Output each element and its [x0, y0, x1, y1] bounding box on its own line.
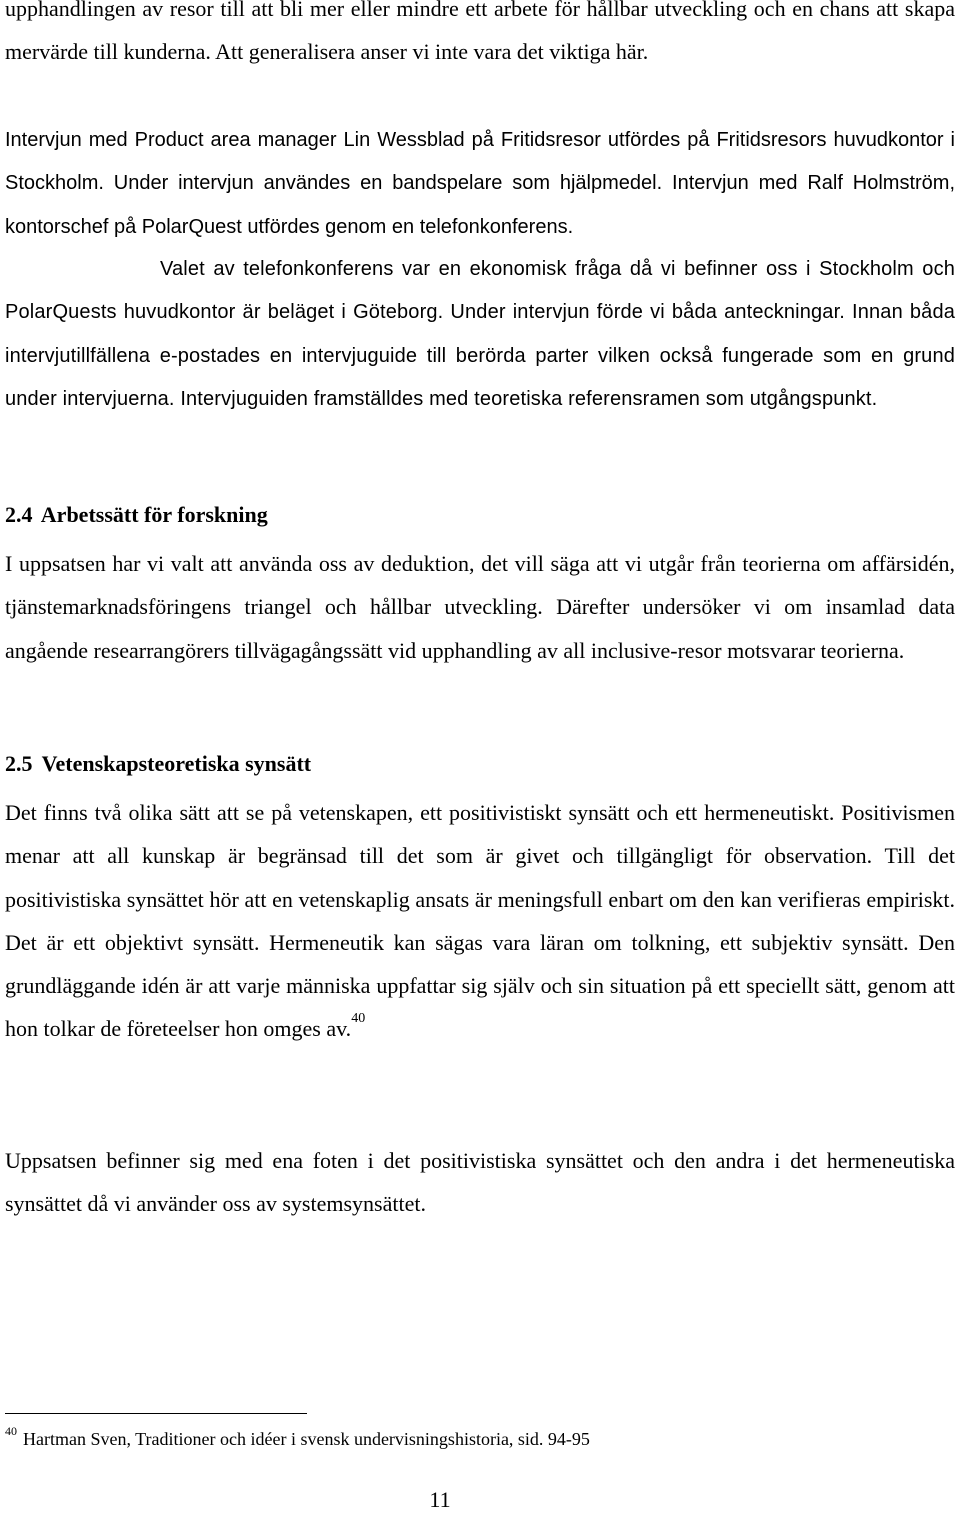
interview-paragraph-2: Valet av telefonkonferens var en ekonomisk fråga då vi befinner oss i Stockholm och PolarQuests huvudkontor är beläget i Göteborg. Under intervjun förde vi båda anteckningar. Innan båda intervjutillfällena e-postades en intervjuguide till berörda parter vilken också fungerade som en grund under intervjuerna. Intervjuguiden framställdes med teoretiska referensramen som utgångspunkt. — [5, 258, 955, 410]
section-2-4-body: I uppsatsen har vi valt att använda oss av deduktion, det vill säga att vi utgår från teorierna om affärsidén, tjänstemarknadsföringens triangel och hållbar utveckling. Därefter undersöker vi om insamlad data angående researrangörers tillvägagångssätt vid upphandling av all inclusive-resor motsvarar teorierna. — [5, 551, 955, 663]
footnote-text: Hartman Sven, Traditioner och idéer i svensk undervisningshistoria, sid. 94-95 — [23, 1429, 590, 1449]
footnote-separator — [5, 1413, 307, 1414]
section-title: Arbetssätt för forskning — [40, 502, 268, 527]
footnote-reference: 40 — [351, 1011, 366, 1027]
section-2-5-body-2: Uppsatsen befinner sig med ena foten i det positivistiska synsättet och den andra i det hermeneutiska synsättet då vi använder oss av systemsynsättet. — [5, 1148, 955, 1217]
page-number: 11 — [429, 1487, 451, 1512]
section-2-5-text: Det finns två olika sätt att se på vetenskapen, ett positivistiskt synsätt och ett hermeneutiskt. Positivismen menar att all kunskap är begränsad till det som är givet och tillgängligt för observation. Till det positivistiska synsättet hör att en vetenskaplig ansats är meningsfull enbart om den kan verifieras empiriskt. Det är ett objektivt synsätt. Hermeneutik kan sägas vara läran om tolkning, ett subjektiv synsätt. Den grundläggande idén är att varje människa uppfattar sig själv och sin situation på ett speciellt sätt, genom att hon tolkar de företeelser hon omges av. — [5, 800, 955, 1042]
section-heading-2-5 — [5, 749, 311, 779]
section-heading-2-4 — [5, 500, 268, 530]
interview-paragraph-1: Intervjun med Product area manager Lin Wessblad på Fritidsresor utfördes på Fritidsresors huvudkontor i Stockholm. Under intervjun användes en bandspelare som hjälpmedel. Intervjun med Ralf Holmström, kontorschef på PolarQuest utfördes genom en telefonkonferens. — [5, 129, 955, 238]
section-number: 2.4 — [5, 502, 33, 527]
top-paragraph: upphandlingen av resor till att bli mer eller mindre ett arbete för hållbar utveckling och en chans att skapa mervärde till kunderna. Att generalisera anser vi inte vara det viktiga här. — [5, 0, 955, 65]
section-2-5-body — [5, 791, 955, 1051]
section-title: Vetenskapsteoretiska synsätt — [41, 751, 312, 776]
footnote — [5, 1426, 590, 1452]
footnote-marker: 40 — [5, 1424, 17, 1438]
section-number: 2.5 — [5, 751, 33, 776]
